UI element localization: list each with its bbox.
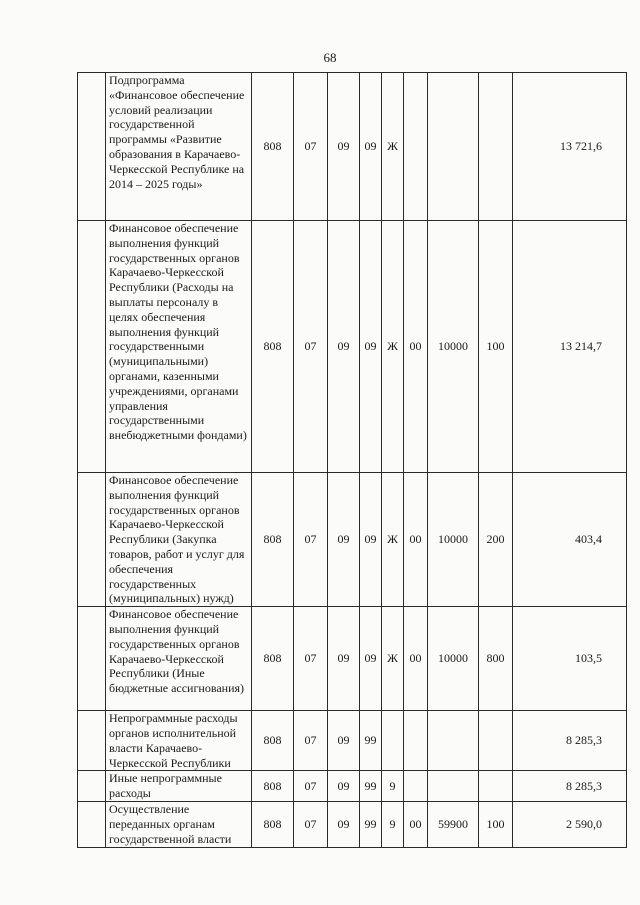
expense-name-cell: Финансовое обеспечение выполнения функций государственных органов Карачаево-Черкесской Республики (Расходы на выплаты персоналу в целях обеспечения выполнения функций государственными (муниципальными) органами, казенными учреждениями, органами управления государственными внебюджетными фондами)	[106, 221, 252, 473]
subsection-code-cell: 09	[328, 771, 360, 802]
section-code-cell: 07	[294, 473, 328, 607]
amount-cell: 13 214,7	[513, 221, 627, 473]
direction-code-cell	[428, 771, 479, 802]
department-code-cell: 808	[252, 607, 294, 711]
activity-code-cell	[404, 711, 428, 771]
expense-type-code-cell	[479, 711, 513, 771]
department-code-cell: 808	[252, 711, 294, 771]
section-code-cell: 07	[294, 607, 328, 711]
expense-type-code-cell: 100	[479, 801, 513, 847]
program-code-cell: 09	[360, 73, 382, 221]
expense-name-cell: Подпрограмма «Финансовое обеспечение условий реализации государственной программы «Развитие образования в Карачаево-Черкесской Республике на 2014 – 2025 годы»	[106, 73, 252, 221]
table-row	[78, 473, 627, 607]
program-code-cell: 99	[360, 711, 382, 771]
number-cell	[78, 73, 106, 221]
department-code-cell: 808	[252, 473, 294, 607]
subsection-code-cell: 09	[328, 73, 360, 221]
table-row	[78, 711, 627, 771]
number-cell	[78, 711, 106, 771]
department-code-cell: 808	[252, 801, 294, 847]
subsection-code-cell: 09	[328, 607, 360, 711]
expense-name-cell: Непрограммные расходы органов исполнительной власти Карачаево-Черкесской Республики	[106, 711, 252, 771]
subprogram-code-cell: Ж	[382, 473, 404, 607]
subsection-code-cell: 09	[328, 711, 360, 771]
department-code-cell: 808	[252, 221, 294, 473]
amount-cell: 8 285,3	[513, 711, 627, 771]
section-code-cell: 07	[294, 771, 328, 802]
expense-type-code-cell: 800	[479, 607, 513, 711]
program-code-cell: 99	[360, 801, 382, 847]
section-code-cell: 07	[294, 73, 328, 221]
table-row	[78, 771, 627, 802]
subsection-code-cell: 09	[328, 801, 360, 847]
expense-type-code-cell	[479, 771, 513, 802]
subprogram-code-cell: Ж	[382, 221, 404, 473]
expense-name-cell: Осуществление переданных органам государственной власти	[106, 801, 252, 847]
activity-code-cell: 00	[404, 801, 428, 847]
activity-code-cell	[404, 771, 428, 802]
direction-code-cell: 10000	[428, 473, 479, 607]
number-cell	[78, 473, 106, 607]
subsection-code-cell: 09	[328, 473, 360, 607]
subprogram-code-cell: Ж	[382, 607, 404, 711]
amount-cell: 403,4	[513, 473, 627, 607]
expense-type-code-cell: 100	[479, 221, 513, 473]
number-cell	[78, 771, 106, 802]
direction-code-cell: 10000	[428, 607, 479, 711]
expense-type-code-cell	[479, 73, 513, 221]
subprogram-code-cell: 9	[382, 801, 404, 847]
direction-code-cell: 10000	[428, 221, 479, 473]
activity-code-cell	[404, 73, 428, 221]
activity-code-cell: 00	[404, 607, 428, 711]
department-code-cell: 808	[252, 73, 294, 221]
amount-cell: 8 285,3	[513, 771, 627, 802]
direction-code-cell: 59900	[428, 801, 479, 847]
program-code-cell: 09	[360, 221, 382, 473]
activity-code-cell: 00	[404, 221, 428, 473]
department-code-cell: 808	[252, 771, 294, 802]
expense-type-code-cell: 200	[479, 473, 513, 607]
expense-name-cell: Иные непрограммные расходы	[106, 771, 252, 802]
section-code-cell: 07	[294, 801, 328, 847]
expense-name-cell: Финансовое обеспечение выполнения функций государственных органов Карачаево-Черкесской Республики (Закупка товаров, работ и услуг для обеспечения государственных (муниципальных) нужд)	[106, 473, 252, 607]
number-cell	[78, 221, 106, 473]
program-code-cell: 99	[360, 771, 382, 802]
direction-code-cell	[428, 711, 479, 771]
program-code-cell: 09	[360, 607, 382, 711]
table-row	[78, 73, 627, 221]
program-code-cell: 09	[360, 473, 382, 607]
subprogram-code-cell	[382, 711, 404, 771]
number-cell	[78, 607, 106, 711]
expense-name-cell: Финансовое обеспечение выполнения функций государственных органов Карачаево-Черкесской Республики (Иные бюджетные ассигнования)	[106, 607, 252, 711]
amount-cell: 2 590,0	[513, 801, 627, 847]
section-code-cell: 07	[294, 711, 328, 771]
number-cell	[78, 801, 106, 847]
amount-cell: 103,5	[513, 607, 627, 711]
direction-code-cell	[428, 73, 479, 221]
page-number: 68	[323, 50, 337, 65]
table-row	[78, 221, 627, 473]
subprogram-code-cell: Ж	[382, 73, 404, 221]
subsection-code-cell: 09	[328, 221, 360, 473]
table-row	[78, 607, 627, 711]
section-code-cell: 07	[294, 221, 328, 473]
subprogram-code-cell: 9	[382, 771, 404, 802]
activity-code-cell: 00	[404, 473, 428, 607]
budget-table	[77, 72, 627, 848]
table-row	[78, 801, 627, 847]
amount-cell: 13 721,6	[513, 73, 627, 221]
